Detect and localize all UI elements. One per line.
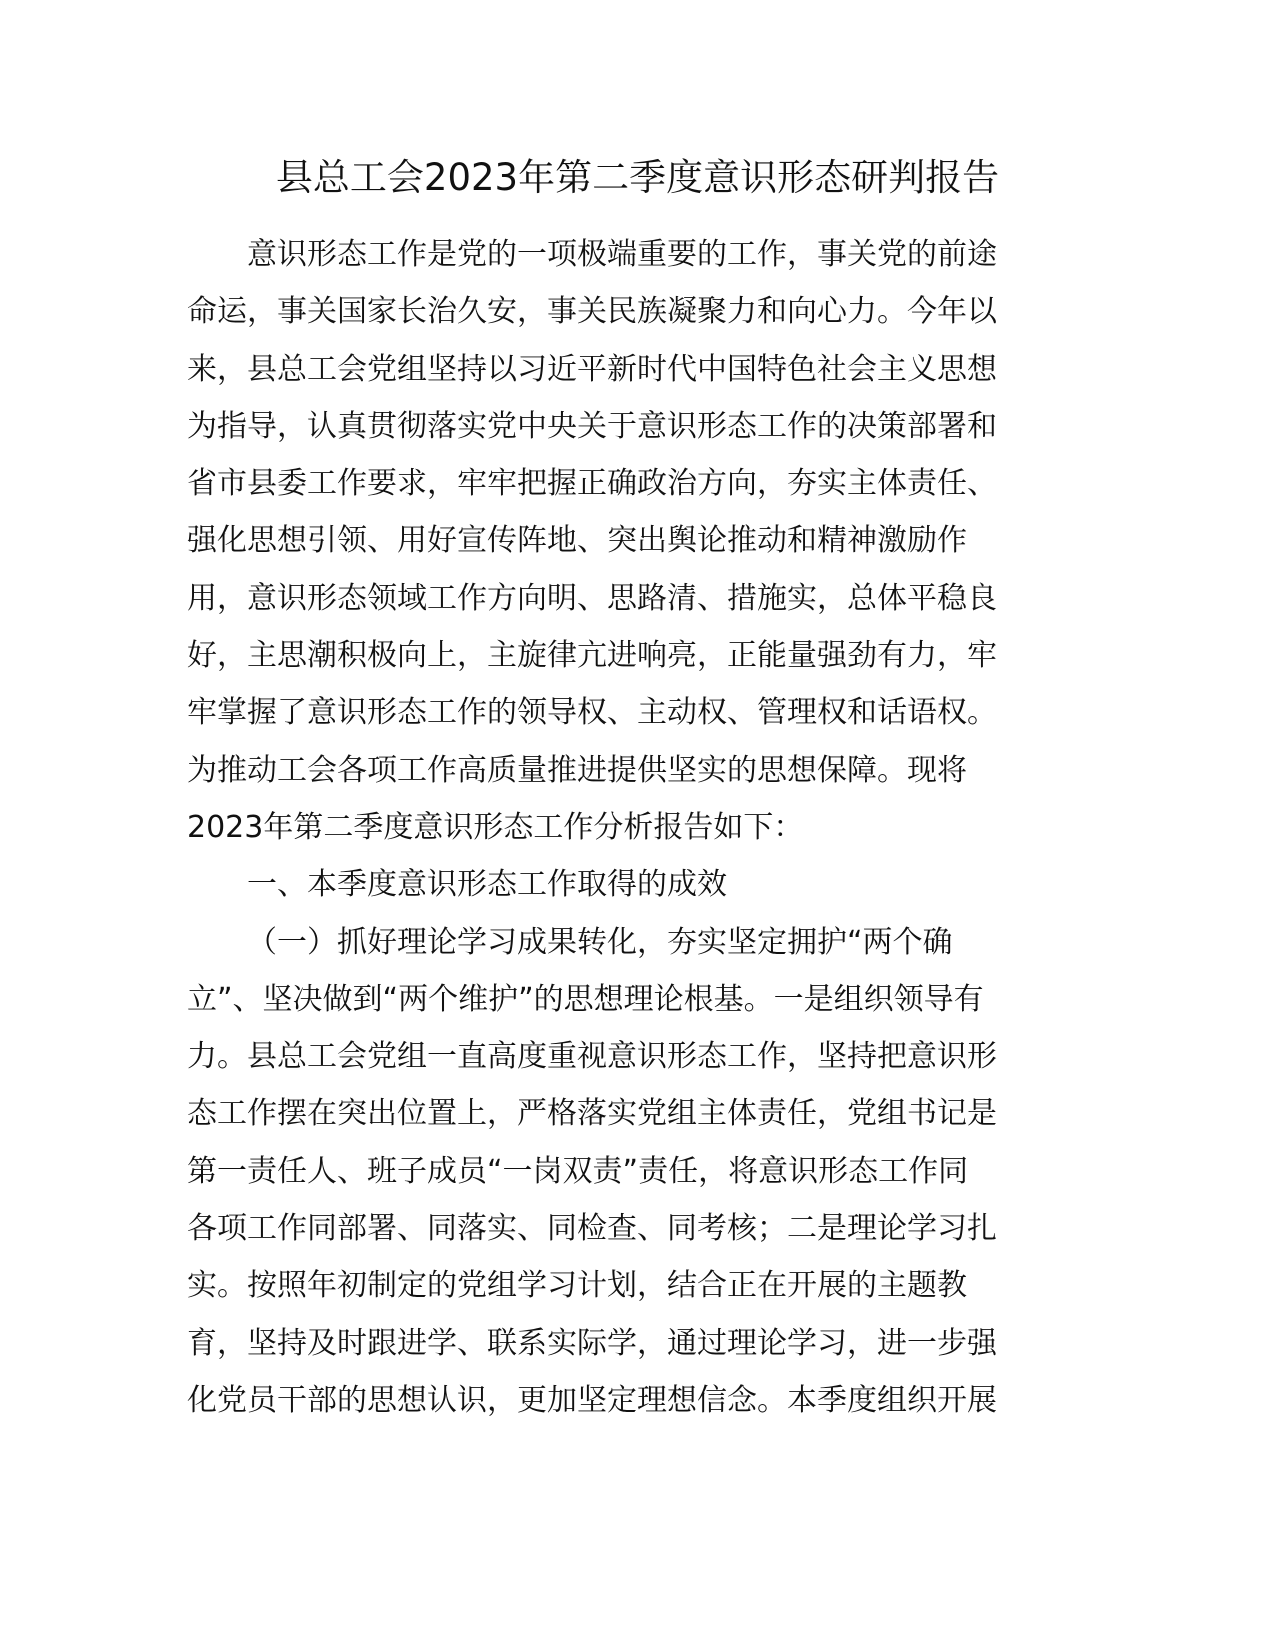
text-line: 命运，事关国家长治久安，事关民族凝聚力和向心力。今年以 bbox=[187, 294, 997, 330]
text-line: 为指导，认真贯彻落实党中央关于意识形态工作的决策部署和 bbox=[187, 408, 997, 444]
text-line: 立”、坚决做到“两个维护”的思想理论根基。一是组织领导有 bbox=[187, 981, 984, 1017]
document-title: 县总工会2023年第二季度意识形态研判报告 bbox=[275, 156, 1000, 199]
text-line: 用，意识形态领域工作方向明、思路清、措施实，总体平稳良 bbox=[187, 580, 997, 616]
text-line: 育，坚持及时跟进学、联系实际学，通过理论学习，进一步强 bbox=[187, 1325, 997, 1361]
text-line: 2023年第二季度意识形态工作分析报告如下： bbox=[187, 809, 804, 845]
text-line: 实。按照年初制定的党组学习计划，结合正在开展的主题教 bbox=[187, 1268, 967, 1304]
text-line: 态工作摆在突出位置上，严格落实党组主体责任，党组书记是 bbox=[187, 1096, 997, 1132]
text-line: 第一责任人、班子成员“一岗双责”责任，将意识形态工作同 bbox=[187, 1153, 969, 1189]
text-line: （一）抓好理论学习成果转化，夯实坚定拥护“两个确 bbox=[247, 924, 953, 960]
document-body bbox=[187, 226, 1087, 1429]
section-heading: 一、本季度意识形态工作取得的成效 bbox=[247, 867, 727, 903]
text-line: 力。县总工会党组一直高度重视意识形态工作，坚持把意识形 bbox=[187, 1039, 997, 1075]
text-line: 强化思想引领、用好宣传阵地、突出舆论推动和精神激励作 bbox=[187, 523, 967, 559]
section1-paragraph bbox=[187, 914, 1087, 1430]
text-line: 化党员干部的思想认识，更加坚定理想信念。本季度组织开展 bbox=[187, 1382, 997, 1418]
text-line: 牢掌握了意识形态工作的领导权、主动权、管理权和话语权。 bbox=[187, 695, 997, 731]
intro-paragraph bbox=[187, 226, 1087, 856]
text-line: 为推动工会各项工作高质量推进提供坚实的思想保障。现将 bbox=[187, 752, 967, 788]
text-line: 各项工作同部署、同落实、同检查、同考核；二是理论学习扎 bbox=[187, 1211, 997, 1247]
text-line: 意识形态工作是党的一项极端重要的工作，事关党的前途 bbox=[247, 237, 997, 272]
text-line: 好，主思潮积极向上，主旋律亢进响亮，正能量强劲有力，牢 bbox=[187, 638, 997, 674]
text-line: 省市县委工作要求，牢牢把握正确政治方向，夯实主体责任、 bbox=[187, 466, 997, 502]
text-line: 来，县总工会党组坚持以习近平新时代中国特色社会主义思想 bbox=[187, 351, 997, 387]
